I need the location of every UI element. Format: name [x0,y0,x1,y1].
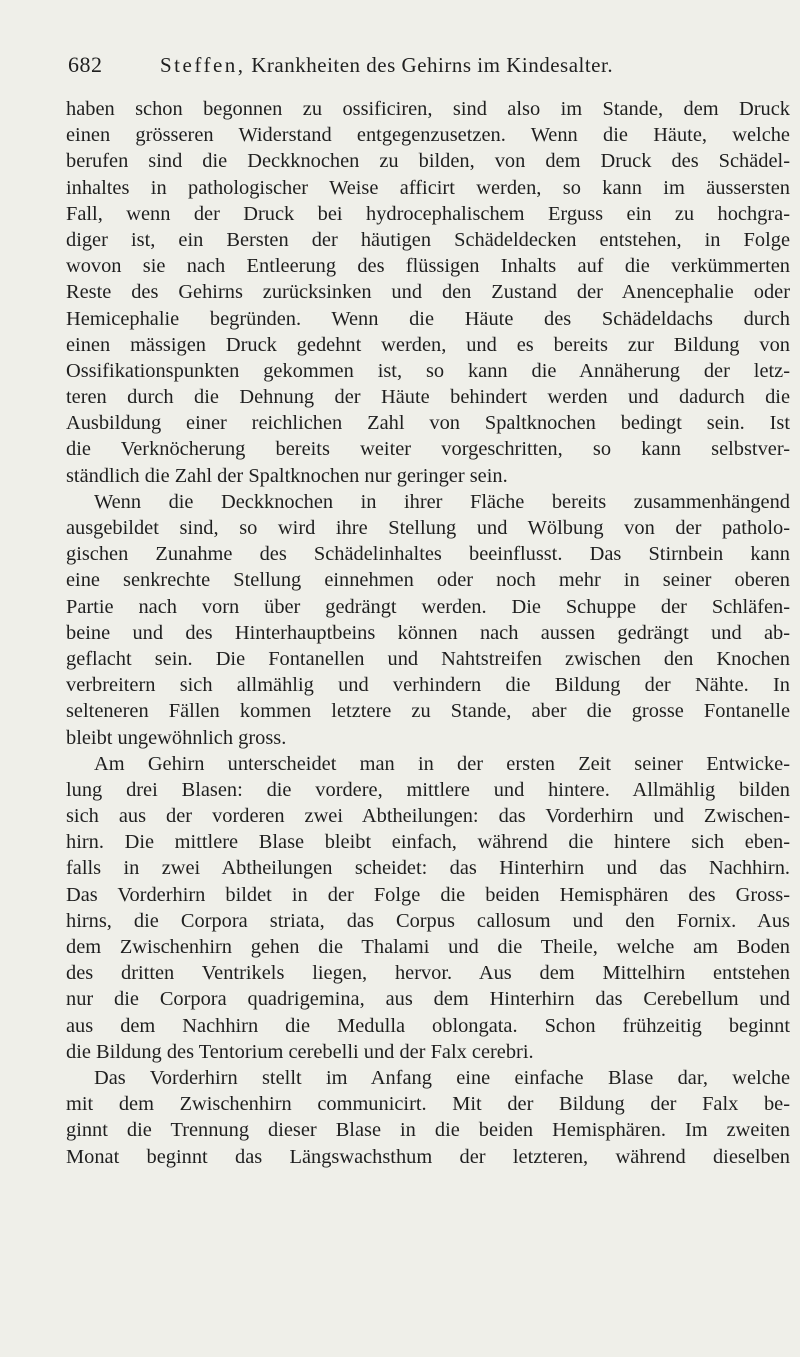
text-line: Reste des Gehirns zurücksinken und den Zustand der Anencephalie oder [66,281,790,304]
text-line: einen grösseren Widerstand entgegenzusetzen. Wenn die Häute, welche [66,124,790,147]
text-line: aus dem Nachhirn die Medulla oblongata. Schon frühzeitig beginnt [66,1014,790,1037]
text-line: berufen sind die Deckknochen zu bilden, von dem Druck des Schädel- [66,150,790,173]
text-line: nur die Corpora quadrigemina, aus dem Hinterhirn das Cerebellum und [66,988,790,1011]
text-line: Monat beginnt das Längswachsthum der letzteren, während dieselben [66,1145,790,1168]
text-line: beine und des Hinterhauptbeins können nach aussen gedrängt und ab- [66,621,790,644]
text-line: hirn. Die mittlere Blase bleibt einfach, während die hintere sich eben- [66,831,790,854]
text-line: mit dem Zwischenhirn communicirt. Mit der Bildung der Falx be- [66,1093,790,1116]
text-line: selteneren Fällen kommen letztere zu Stande, aber die grosse Fontanelle [66,700,790,723]
text-line: inhaltes in pathologischer Weise afficirt werden, so kann im äussersten [66,176,790,199]
text-line: teren durch die Dehnung der Häute behindert werden und dadurch die [66,386,790,409]
text-line: wovon sie nach Entleerung des flüssigen Inhalts auf die verkümmerten [66,255,790,278]
text-line: eine senkrechte Stellung einnehmen oder noch mehr in seiner oberen [66,569,790,592]
text-line: lung drei Blasen: die vordere, mittlere und hintere. Allmählig bilden [66,778,790,801]
text-line: Fall, wenn der Druck bei hydrocephalischem Erguss ein zu hochgra- [66,202,790,225]
running-header [68,48,768,82]
text-line: gischen Zunahme des Schädelinhaltes beeinflusst. Das Stirnbein kann [66,543,790,566]
text-line: hirns, die Corpora striata, das Corpus callosum und den Fornix. Aus [66,909,790,932]
body-text [66,96,790,1170]
text-line: ausgebildet sind, so wird ihre Stellung und Wölbung von der patholo- [66,517,790,539]
text-line: bleibt ungewöhnlich gross. [66,726,287,749]
text-line: Wenn die Deckknochen in ihrer Fläche bereits zusammenhängend [94,490,790,513]
text-line: Das Vorderhirn stellt im Anfang eine einfache Blase dar, welche [94,1066,790,1089]
text-line: Das Vorderhirn bildet in der Folge die beiden Hemisphären des Gross- [66,883,790,906]
text-line: falls in zwei Abtheilungen scheidet: das Hinterhirn und das Nachhirn. [66,857,790,880]
text-line: ginnt die Trennung dieser Blase in die beiden Hemisphären. Im zweiten [66,1119,790,1142]
text-line: Hemicephalie begründen. Wenn die Häute des Schädeldachs durch [66,307,790,330]
text-line: verbreitern sich allmählig und verhindern die Bildung der Nähte. In [66,674,790,697]
running-title [160,48,613,82]
text-line: haben schon begonnen zu ossificiren, sind also im Stande, dem Druck [66,98,790,120]
text-line: geflacht sein. Die Fontanellen und Nahtstreifen zwischen den Knochen [66,647,790,670]
text-line: ständlich die Zahl der Spaltknochen nur geringer sein. [66,464,508,487]
text-line: einen mässigen Druck gedehnt werden, und es bereits zur Bildung von [66,333,790,356]
text-line: Ausbildung einer reichlichen Zahl von Spaltknochen bedingt sein. Ist [66,412,790,435]
text-line: die Bildung des Tentorium cerebelli und der Falx cerebri. [66,1040,534,1063]
chapter-title: Krankheiten des Gehirns im Kindesalter. [251,53,614,77]
author-name: Steffen, [160,53,246,77]
text-line: Am Gehirn unterscheidet man in der ersten Zeit seiner Entwicke- [94,752,790,775]
text-line: Ossifikationspunkten gekommen ist, so kann die Annäherung der letz- [66,359,790,382]
text-line: sich aus der vorderen zwei Abtheilungen: das Vorderhirn und Zwischen- [66,805,790,828]
text-line: die Verknöcherung bereits weiter vorgeschritten, so kann selbstver- [66,438,790,461]
text-line: Partie nach vorn über gedrängt werden. Die Schuppe der Schläfen- [66,595,790,618]
page-number: 682 [68,52,103,77]
text-line: des dritten Ventrikels liegen, hervor. Aus dem Mittelhirn entstehen [66,962,790,985]
text-line: dem Zwischenhirn gehen die Thalami und die Theile, welche am Boden [66,936,790,958]
text-line: diger ist, ein Bersten der häutigen Schädeldecken entstehen, in Folge [66,228,790,251]
